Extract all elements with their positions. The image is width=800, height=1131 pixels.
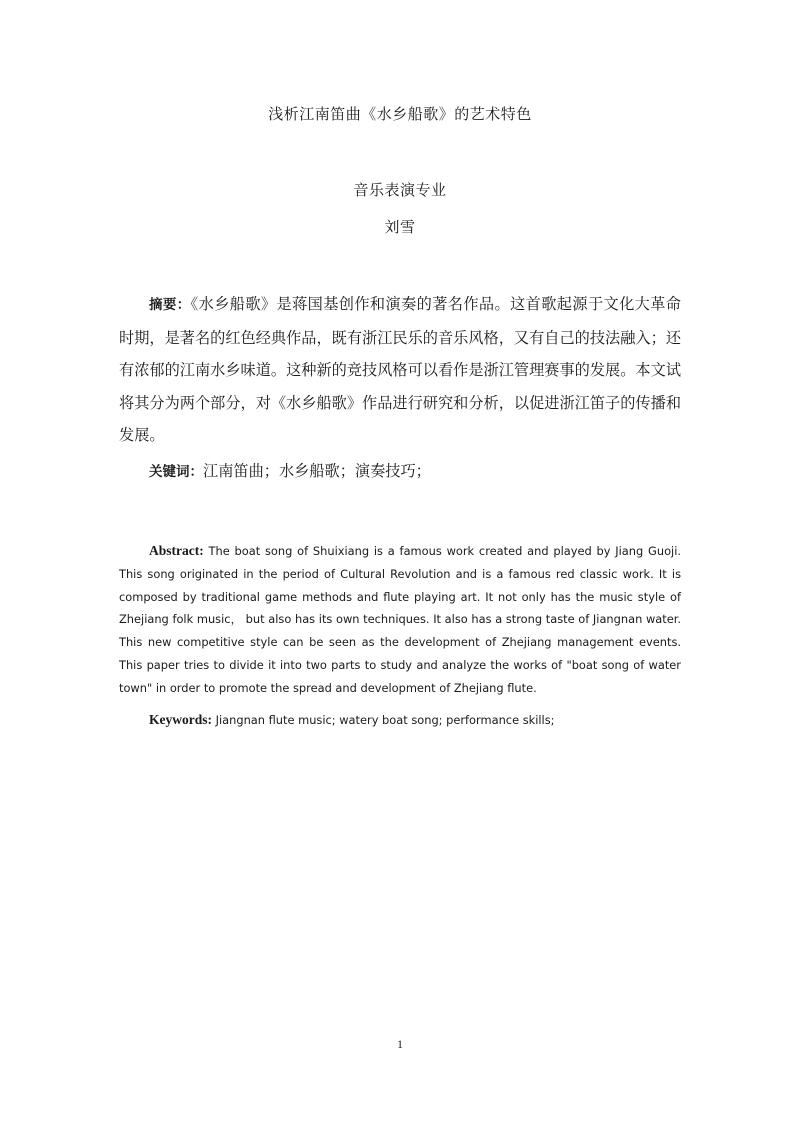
author-name: 刘雪 xyxy=(384,218,416,236)
page-number: 1 xyxy=(397,1037,403,1051)
chinese-keywords xyxy=(149,455,689,488)
english-abstract xyxy=(119,540,681,700)
english-keywords-label: Keywords: xyxy=(149,712,212,727)
english-keywords xyxy=(149,709,689,731)
major-name: 音乐表演专业 xyxy=(353,181,447,199)
paper-title: 浅析江南笛曲《水乡船歌》的艺术特色 xyxy=(268,105,532,123)
chinese-abstract-text: 《水乡船歌》是蒋国基创作和演奏的著名作品。这首歌起源于文化大革命时期，是著名的红色经典作品，既有浙江民乐的音乐风格，又有自己的技法融入；还有浓郁的江南水乡味道。这种新的竞技风格可以看作是浙江管理赛事的发展。本文试将其分为两个部分，对《水乡船歌》作品进行研究和分析，以促进浙江笛子的传播和发展。 xyxy=(119,295,681,444)
chinese-abstract xyxy=(119,288,681,452)
chinese-keywords-text: 江南笛曲；水乡船歌；演奏技巧； xyxy=(203,462,431,480)
english-abstract-text: The boat song of Shuixiang is a famous work created and played by Jiang Guoji. This song originated in the period of Cultural Revolution and is a famous red classic work. It is composed by traditional game methods and flute playing art. It not only has the music style of Zhejiang folk music， but also has its own techniques. It also has a strong taste of Jiangnan water. This new competitive style can be seen as the development of Zhejiang management events. This paper tries to divide it into two parts to study and analyze the works of "boat song of water town" in order to promote the spread and development of Zhejiang flute. xyxy=(119,544,681,695)
chinese-abstract-label: 摘要： xyxy=(149,297,191,313)
english-keywords-text: Jiangnan flute music; watery boat song; performance skills; xyxy=(212,713,555,727)
chinese-keywords-label: 关键词： xyxy=(149,464,203,480)
english-abstract-label: Abstract: xyxy=(149,543,204,558)
